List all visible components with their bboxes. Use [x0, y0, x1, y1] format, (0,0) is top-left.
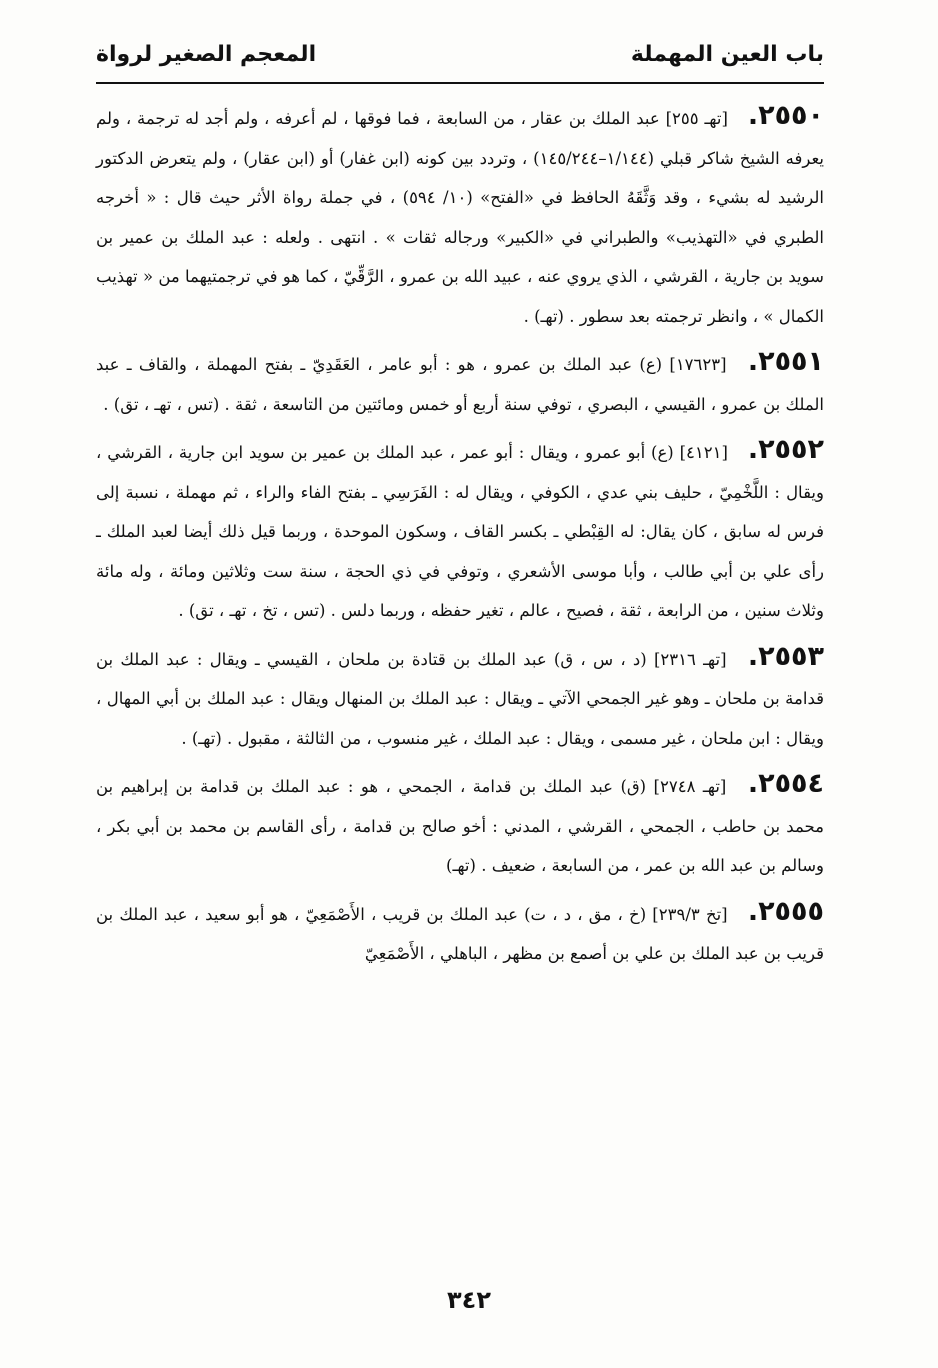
entry-text: [تهـ ٢٥٥] عبد الملك بن عقار ، من السابعة ، فما فوقها ، لم أعرفه ، ولم أجد له ترجمة ، ولم يعرفه الشيخ شاكر قبلي (١/١٤٤–١٤٥/٢٤٤) ، وتردد بين كونه (ابن غفار) أو (ابن عقار) ، ولم يتعرض الدكتور الرشيد له بشيء ، وقد وَثَّقَهُ الحافظ في «الفتح» (١٠/ ٥٩٤) ، في جملة رواة الأثر حيث قال : « أخرجه الطبري في «التهذيب» والطبراني في «الكبير» ورجاله ثقات » . انتهى . ولعله : عبد الملك بن عمير بن سويد بن جارية ، القرشي ، الذي يروي عنه ، عبيد الله بن عمرو ، الرَّقِّيّ ، كما هو في ترجمتيهما من « تهذيب الكمال » ، وانظر ترجمته بعد سطور . (تهـ) .: [96, 109, 824, 326]
entry-2550: [96, 96, 824, 336]
entry-2555: [96, 892, 824, 974]
entry-number: ٢٥٥٤.: [747, 768, 825, 799]
entry-number: ٢٥٥٥.: [747, 895, 824, 927]
entry-list: [96, 96, 824, 980]
entry-2554: [96, 764, 824, 886]
chapter-title: باب العين المهملة: [630, 41, 824, 67]
running-header: [96, 30, 824, 78]
entry-number: ٢٥٥١.: [747, 346, 825, 377]
entry-2551: [96, 342, 824, 424]
book-title: المعجم الصغير لرواة: [96, 41, 317, 67]
entry-2553: [96, 637, 824, 759]
entry-text: [تهـ ٢٧٤٨] (ق) عبد الملك بن قدامة ، الجمحي ، هو : عبد الملك بن قدامة بن إبراهيم بن محمد بن حاطب ، الجمحي ، القرشي ، المدني : أخو صالح بن قدامة ، رأى القاسم بن محمد بن أبي بكر ، وسالم بن عبد الله بن عمر ، من السابعة ، ضعيف . (تهـ): [96, 777, 824, 875]
entry-number: ٢٥٥٢.: [747, 434, 824, 465]
entry-number: ٢٥٥٣.: [747, 640, 825, 672]
header-divider: [96, 82, 824, 84]
entry-text: [٤١٢١] (ع) أبو عمرو ، ويقال : أبو عمر ، عبد الملك بن عمير بن سويد ابن جارية ، القرشي ، ويقال : اللَّخْمِيّ ، حليف بني عدي ، الكوفي ، ويقال له : الفَرَسِي ـ بفتح الفاء والراء ، ثم مهملة ، نسبة إلى فرس له سابق ، كان يقال: له القِبْطي ـ بكسر القاف ، وسكون الموحدة ، وربما قيل ذلك أيضا لعبد الملك ـ رأى علي بن أبي طالب ، وأبا موسى الأشعري ، وتوفي في ذي الحجة ، سنة ست وثلاثين ومائة ، وله مائة وثلاث سنين ، من الرابعة ، ثقة ، فصيح ، عالم ، تغير حفظه ، وربما دلس . (تس ، تخ ، تهـ ، تق) .: [96, 443, 824, 620]
entry-text: [١٧٦٢٣] (ع) عبد الملك بن عمرو ، هو : أبو عامر ، العَقَدِيّ ـ بفتح المهملة ، والقاف ـ عبد الملك بن عمرو ، القيسي ، البصري ، توفي سنة أربع أو خمس ومائتين من التاسعة ، ثقة . (تس ، تهـ ، تق) .: [96, 355, 824, 414]
entry-number: ٢٥٥٠.: [747, 100, 825, 131]
entry-2552: [96, 430, 824, 631]
entry-text: [تهـ ٢٣١٦] (د ، س ، ق) عبد الملك بن قتادة بن ملحان ، القيسي ـ ويقال : عبد الملك بن قدامة بن ملحان ـ وهو غير الجمحي الآتي ـ ويقال : عبد الملك بن المنهال ويقال : عبد الملك بن أبي المهال ، ويقال : ابن ملحان ، غير مسمى ، ويقال : عبد الملك ، غير منسوب ، من الثالثة ، مقبول . (تهـ) .: [96, 649, 824, 748]
entry-text: [تخ ٢٣٩/٣] (خ ، مق ، د ، ت) عبد الملك بن قريب ، الأَصْمَعِيّ ، هو أبو سعيد ، عبد الملك بن قريب بن عبد الملك بن علي بن أصمع بن مظهر ، الباهلي ، الأَصْمَعِيّ: [96, 904, 824, 963]
page-number: ٣٤٢: [447, 1286, 491, 1314]
